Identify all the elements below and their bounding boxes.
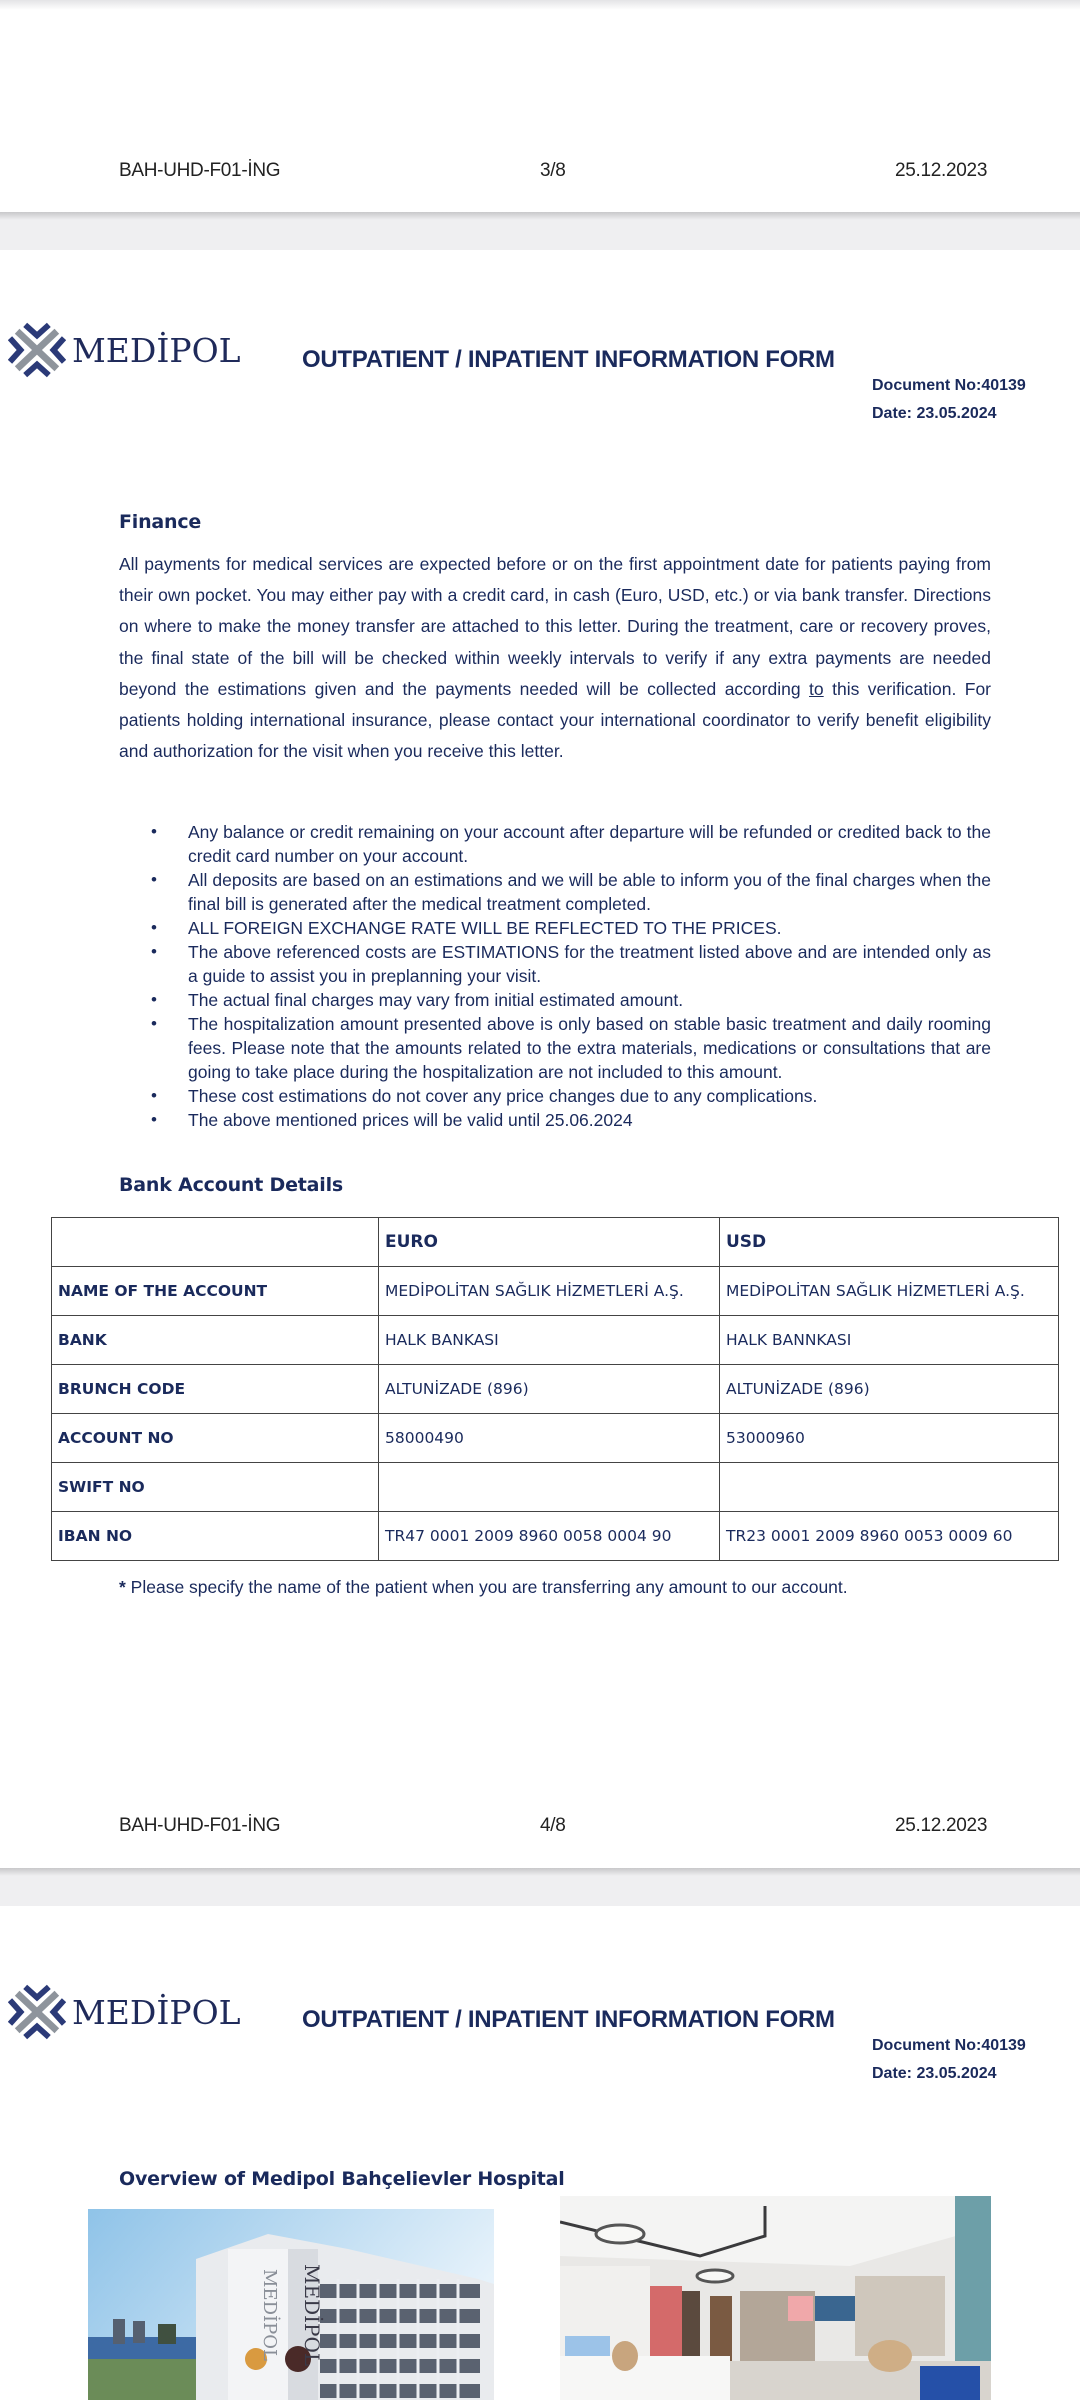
footer-doc-code: BAH-UHD-F01-İNG [119,160,281,181]
building-image [88,2209,494,2400]
document-number: Document No:40139 [872,377,1026,394]
medipol-logo-icon [8,322,66,378]
room-image [560,2196,991,2400]
document-number: Document No:40139 [872,2037,1026,2054]
finance-heading: Finance [119,511,202,533]
table-row [52,1414,1059,1463]
table-header-cell: EURO [379,1218,720,1267]
footer-page-number: 4/8 [540,1815,566,1836]
table-header-cell: USD [720,1218,1059,1267]
logo-wordmark: MEDİPOL [72,1992,241,2032]
patient-room-photo [560,2196,991,2400]
footer-doc-code: BAH-UHD-F01-İNG [119,1815,281,1836]
medipol-logo [8,1984,241,2040]
row-label: BANK [52,1316,379,1365]
list-item: • The above mentioned prices will be valid until 25.06.2024 [119,1108,991,1132]
page-4 [0,250,1080,1868]
overview-heading: Overview of Medipol Bahçelievler Hospital [119,2168,565,2190]
list-item: • The above referenced costs are ESTIMATIONS for the treatment listed above and are intended only as a guide to assist you in preplanning your visit. [119,940,991,988]
svg-text:MEDİPOL: MEDİPOL [300,2264,324,2367]
building-sign-text: MEDİPOL [259,2269,280,2361]
finance-bullet-list [119,820,991,1132]
medipol-logo [8,322,241,378]
euro-value: HALK BANKASI [379,1316,720,1365]
row-label: IBAN NO [52,1512,379,1561]
page-5 [0,1906,1080,2400]
row-label: ACCOUNT NO [52,1414,379,1463]
document-meta [872,2032,1026,2088]
list-item: • The actual final charges may vary from initial estimated amount. [119,988,991,1012]
transfer-note: * Please specify the name of the patient when you are transferring any amount to our account. [119,1577,848,1597]
page-footer [0,1815,1080,1845]
page-footer [0,160,1080,190]
row-label: NAME OF THE ACCOUNT [52,1267,379,1316]
page-edge-shadow [0,0,1080,10]
finance-paragraph: All payments for medical services are expected before or on the first appointment date for patients paying from their own pocket. You may either pay with a credit card, in cash (Euro, USD, etc.) or via bank transfer. Directions on where to make the money transfer are attached to this letter. During the treatment, care or recovery proves, the final state of the bill will be checked within weekly intervals to verify if any extra payments are needed beyond the estimations given and the payments needed will be collected according to this verification. For patients holding international insurance, please contact your international coordinator to verify benefit eligibility and authorization for the visit when you receive this letter. [119,554,992,762]
usd-value [720,1463,1059,1512]
document-date: Date: 23.05.2024 [872,2065,997,2082]
row-label: SWIFT NO [52,1463,379,1512]
euro-value: 58000490 [379,1414,720,1463]
table-row [52,1512,1059,1561]
usd-value: ALTUNİZADE (896) [720,1365,1059,1414]
table-header-row [52,1218,1059,1267]
usd-value: HALK BANNKASI [720,1316,1059,1365]
usd-value: TR23 0001 2009 8960 0053 0009 60 [720,1512,1059,1561]
list-item: • The hospitalization amount presented above is only based on stable basic treatment and daily rooming fees. Please note that the amounts related to the extra materials, medications or consultations that are going to take place during the hospitalization are not included to this amount. [119,1012,991,1084]
note-asterisk: * [119,1577,126,1597]
usd-value: 53000960 [720,1414,1059,1463]
document-date: Date: 23.05.2024 [872,405,997,422]
euro-value [379,1463,720,1512]
row-label: BRUNCH CODE [52,1365,379,1414]
usd-value: MEDİPOLİTAN SAĞLIK HİZMETLERİ A.Ş. [720,1267,1059,1316]
euro-value: MEDİPOLİTAN SAĞLIK HİZMETLERİ A.Ş. [379,1267,720,1316]
logo-wordmark: MEDİPOL [72,330,241,370]
footer-date: 25.12.2023 [895,1815,988,1836]
document-meta [872,372,1026,428]
footer-page-number: 3/8 [540,160,566,181]
table-row [52,1463,1059,1512]
page-3 [0,0,1080,212]
list-item: • ALL FOREIGN EXCHANGE RATE WILL BE REFLECTED TO THE PRICES. [119,916,991,940]
bank-details-heading: Bank Account Details [119,1174,344,1196]
euro-value: TR47 0001 2009 8960 0058 0004 90 [379,1512,720,1561]
euro-value: ALTUNİZADE (896) [379,1365,720,1414]
underlined-word: to [809,678,824,699]
list-item: • Any balance or credit remaining on your account after departure will be refunded or credited back to the credit card number on your account. [119,820,991,868]
bank-account-table [51,1217,1059,1561]
table-row [52,1365,1059,1414]
page-separator [0,1868,1080,1876]
footer-date: 25.12.2023 [895,160,988,181]
form-title: OUTPATIENT / INPATIENT INFORMATION FORM [302,346,835,373]
medipol-logo-icon [8,1984,66,2040]
table-header-cell [52,1218,379,1267]
list-item: • These cost estimations do not cover any price changes due to any complications. [119,1084,991,1108]
list-item: • All deposits are based on an estimations and we will be able to inform you of the final charges when the final bill is generated after the medical treatment completed. [119,868,991,916]
hospital-building-photo [88,2209,494,2400]
table-row [52,1267,1059,1316]
table-row [52,1316,1059,1365]
page-separator [0,212,1080,220]
form-title: OUTPATIENT / INPATIENT INFORMATION FORM [302,2006,835,2033]
